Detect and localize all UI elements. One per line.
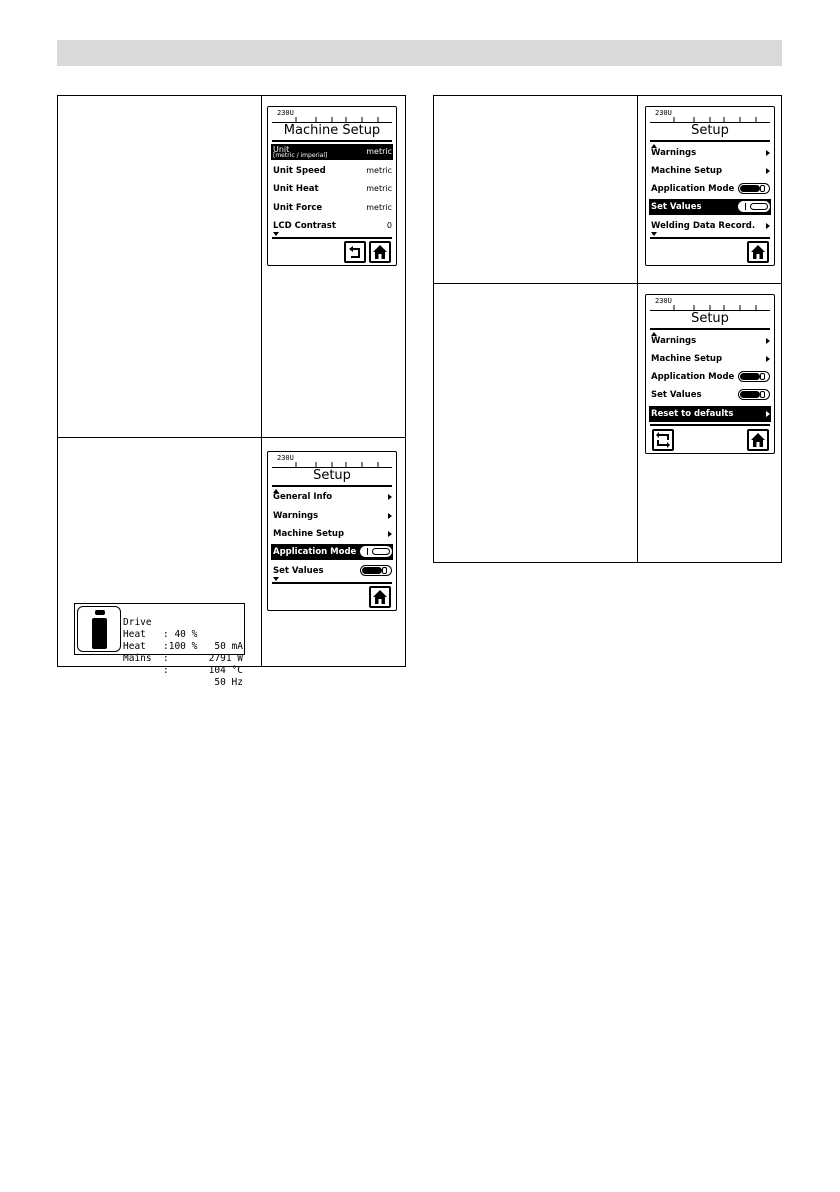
row-unit-speed[interactable]: Unit Speed metric — [273, 166, 392, 176]
row-reset-to-defaults[interactable]: Reset to defaults — [649, 406, 771, 422]
chevron-right-icon — [388, 494, 392, 500]
home-icon — [372, 589, 388, 605]
home-icon — [372, 244, 388, 260]
row-machine-setup[interactable]: Machine Setup — [649, 163, 771, 179]
info-row-drive: Drive : 40 % 50 mA — [123, 617, 243, 652]
home-button[interactable] — [369, 241, 391, 263]
home-icon — [750, 244, 766, 260]
row-warnings[interactable]: Warnings — [271, 508, 393, 524]
chevron-right-icon — [766, 150, 770, 156]
row-set-values[interactable]: Set Values — [649, 387, 771, 403]
section-header-bar — [57, 40, 782, 66]
home-button[interactable] — [747, 241, 769, 263]
info-icon — [77, 606, 121, 652]
screen-title: Setup — [691, 311, 729, 326]
set-values-toggle[interactable] — [738, 201, 770, 212]
row-unit-force[interactable]: Unit Force metric — [273, 203, 392, 213]
row-application-mode[interactable]: Application Mode — [649, 181, 771, 197]
row-warnings[interactable]: Warnings — [649, 333, 771, 349]
lcd-setup-reset-defaults — [645, 294, 775, 454]
row-lcd-contrast[interactable]: LCD Contrast 0 — [273, 221, 392, 231]
chevron-right-icon — [388, 531, 392, 537]
info-row-mains: Mains : 50 Hz — [123, 653, 243, 688]
chevron-right-icon — [766, 338, 770, 344]
scroll-down-icon — [273, 577, 279, 581]
chevron-right-icon — [388, 513, 392, 519]
voltage-label: 230U — [277, 454, 294, 462]
set-values-toggle[interactable] — [360, 565, 392, 576]
lcd-machine-setup — [267, 106, 397, 266]
row-machine-setup[interactable]: Machine Setup — [649, 351, 771, 367]
row-application-mode[interactable]: Application Mode — [649, 369, 771, 385]
row-unit[interactable]: Unit [metric / imperial] metric — [273, 145, 392, 159]
chevron-right-icon — [766, 223, 770, 229]
row-application-mode[interactable]: Application Mode — [271, 544, 393, 560]
back-button[interactable] — [344, 241, 366, 263]
screen-title: Setup — [691, 123, 729, 138]
row-set-values[interactable]: Set Values — [271, 563, 393, 579]
lcd-setup-set-values — [645, 106, 775, 266]
row-set-values[interactable]: Set Values — [649, 199, 771, 215]
screen-title: Setup — [313, 468, 351, 483]
voltage-label: 230U — [277, 109, 294, 117]
chevron-right-icon — [766, 356, 770, 362]
row-general-info[interactable]: General Info — [271, 489, 393, 505]
voltage-label: 230U — [655, 109, 672, 117]
row-welding-data-record[interactable]: Welding Data Record. — [649, 218, 771, 234]
chevron-right-icon — [766, 168, 770, 174]
application-mode-toggle[interactable] — [738, 371, 770, 382]
scroll-down-icon — [273, 232, 279, 236]
reset-icon — [655, 432, 671, 448]
info-row-heat-power: Heat :100 % 2791 W — [123, 629, 243, 664]
row-machine-setup[interactable]: Machine Setup — [271, 526, 393, 542]
screen-title: Machine Setup — [283, 123, 381, 138]
chevron-right-icon — [766, 411, 770, 417]
row-warnings[interactable]: Warnings — [649, 145, 771, 161]
back-icon — [348, 245, 362, 259]
application-mode-toggle[interactable] — [360, 546, 392, 557]
home-button[interactable] — [747, 429, 769, 451]
row-unit-heat[interactable]: Unit Heat metric — [273, 184, 392, 194]
application-mode-toggle[interactable] — [738, 183, 770, 194]
voltage-label: 230U — [655, 297, 672, 305]
set-values-toggle[interactable] — [738, 389, 770, 400]
home-icon — [750, 432, 766, 448]
home-button[interactable] — [369, 586, 391, 608]
reset-button[interactable] — [652, 429, 674, 451]
scroll-down-icon — [651, 232, 657, 236]
info-display-panel — [74, 603, 245, 688]
info-row-heat-temp: Heat : 104 °C — [123, 641, 243, 676]
lcd-setup-application-mode — [267, 451, 397, 611]
